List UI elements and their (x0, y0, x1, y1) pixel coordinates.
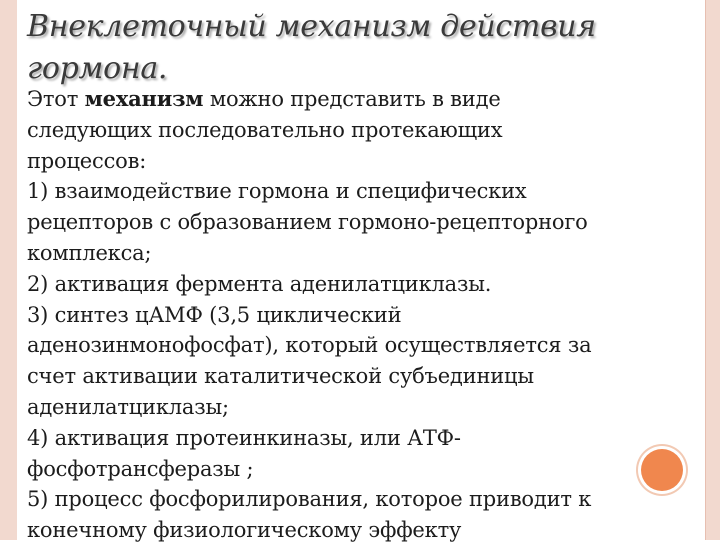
slide-title-line-1: Внеклеточный механизм действия (27, 9, 596, 44)
left-frame-border (0, 0, 17, 540)
body-line: 1) взаимодействие гормона и специфических (27, 179, 527, 204)
body-line: аденозинмонофосфат), который осуществляется за (27, 333, 592, 358)
body-line: комплекса; (27, 240, 152, 265)
intro-bold-term: механизм (84, 86, 204, 111)
intro-text-before: Этот (27, 87, 85, 111)
body-line: рецепторов с образованием гормоно-рецепторного (27, 210, 588, 235)
slide-body (27, 84, 677, 546)
body-line: 3) синтез цАМФ (3,5 циклический (27, 302, 402, 327)
body-line: счет активации каталитической субъединицы (27, 364, 534, 389)
decorative-orange-circle (641, 449, 683, 491)
body-intro-line (27, 84, 677, 115)
right-frame-border (706, 0, 720, 540)
body-line: следующих последовательно протекающих (27, 117, 503, 142)
slide-title (27, 6, 667, 90)
body-line: конечному физиологическому эффекту (27, 518, 462, 543)
intro-text-after: можно представить в виде (203, 87, 501, 111)
body-line: процессов: (27, 148, 147, 173)
body-line: 4) активация протеинкиназы, или АТФ- (27, 425, 461, 450)
body-line: фосфотрансферазы ; (27, 456, 254, 481)
body-line: 5) процесс фосфорилирования, которое приводит к (27, 487, 592, 512)
body-line: 2) активация фермента аденилатциклазы. (27, 271, 492, 296)
body-line: аденилатциклазы; (27, 394, 229, 419)
slide-title-line-2: гормона. (27, 51, 168, 86)
